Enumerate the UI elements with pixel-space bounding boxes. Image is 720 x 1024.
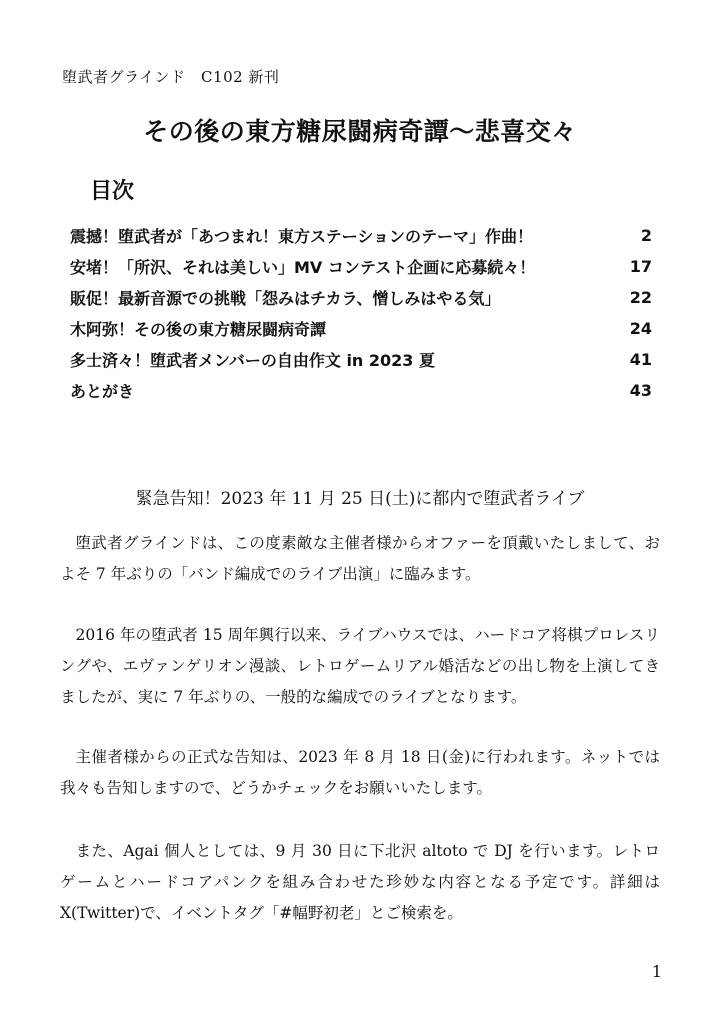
- toc-entry-title: 安堵！「所沢、それは美しい」MV コンテスト企画に応募続々！: [70, 258, 536, 277]
- toc-entry-title: 多士済々！堕武者メンバーの自由作文 in 2023 夏: [70, 351, 435, 370]
- toc-entry: [70, 220, 652, 251]
- toc-entry-page: 41: [629, 350, 652, 369]
- notice-paragraph: 2016 年の堕武者 15 周年興行以来、ライブハウスでは、ハードコア将棋プロレスリングや、エヴァンゲリオン漫談、レトロゲームリアル婚活などの出し物を上演してきましたが、実に 7 年ぶりの、一般的な編成でのライブとなります。: [60, 626, 660, 706]
- table-of-contents: [70, 220, 652, 406]
- toc-heading: 目次: [90, 179, 135, 204]
- toc-entry-page: 24: [629, 319, 652, 338]
- toc-entry: [70, 282, 652, 313]
- toc-entry-page: 43: [629, 381, 652, 400]
- notice-title: 緊急告知！2023 年 11 月 25 日(土)に都内で堕武者ライブ: [135, 489, 585, 509]
- toc-entry-title: あとがき: [70, 382, 135, 401]
- header-text: 堕武者グラインド C102 新刊: [62, 68, 280, 86]
- page-number: 1: [651, 962, 662, 981]
- toc-entry-page: 2: [640, 226, 652, 245]
- notice-paragraph: 主催者様からの正式な告知は、2023 年 8 月 18 日(金)に行われます。ネットでは我々も告知しますので、どうかチェックをお願いいたします。: [60, 748, 660, 797]
- toc-entry-title: 震撼！堕武者が「あつまれ！東方ステーションのテーマ」作曲！: [70, 227, 534, 246]
- toc-entry: [70, 375, 652, 406]
- toc-entry-page: 22: [629, 288, 652, 307]
- toc-entry-page: 17: [629, 257, 652, 276]
- notice-paragraph: 堕武者グラインドは、この度素敵な主催者様からオファーを頂戴いたしまして、およそ 7 年ぶりの「バンド編成でのライブ出演」に臨みます。: [60, 534, 660, 583]
- toc-entry-title: 木阿弥！その後の東方糖尿闘病奇譚: [70, 320, 327, 339]
- toc-entry: [70, 313, 652, 344]
- document-title: その後の東方糖尿闘病奇譚～悲喜交々: [143, 117, 577, 146]
- toc-entry: [70, 344, 652, 375]
- toc-entry: [70, 251, 652, 282]
- toc-entry-title: 販促！最新音源での挑戦「怨みはチカラ、憎しみはやる気」: [70, 289, 501, 308]
- notice-paragraph: また、Agai 個人としては、9 月 30 日に下北沢 altoto で DJ を行います。レトロゲームとハードコアパンクを組み合わせた珍妙な内容となる予定です。詳細は X(Twitter)で、イベントタグ「#幅野初老」とご検索を。: [60, 842, 660, 922]
